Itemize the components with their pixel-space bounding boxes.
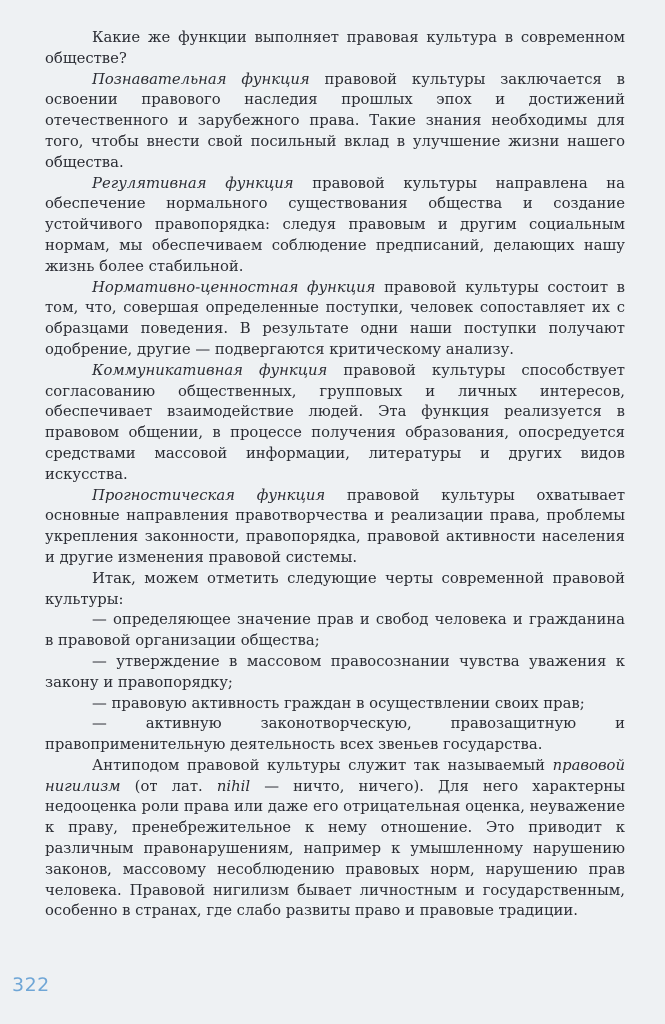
paragraph-text: правовой культуры заключается в освоении правового наследия прошлых эпох и достижений отечественного и зарубежного права. Такие знания необходимы для того, чтобы внести свой посильный вклад в улучшение жизни нашего общества. [45,70,625,171]
paragraph-text: правовой культуры состоит в том, что, совершая определенные поступки, человек сопоставляет их с образцами поведения. В результате одни наши поступки получают одобрение, другие — подвергаются критическому анализу. [45,278,625,358]
paragraph-text: (от лат. [120,777,217,795]
page-number: 322 [12,974,50,996]
term-legal-nihilism: правовой нигилизм [45,756,625,795]
term-cognitive-function: Познавательная функция [92,70,310,88]
paragraph-communicative-function [45,361,625,486]
term-communicative-function: Коммуникативная функция [92,361,328,379]
paragraph-normative-function [45,278,625,361]
paragraph-text: правовой культуры направлена на обеспечение нормального существования общества и создание устойчивого правопорядка: следуя правовым и другим социальным нормам, мы обеспечиваем соблюдение предписаний, делающих нашу жизнь более стабильной. [45,174,625,275]
paragraph-text: правовой культуры способствует согласованию общественных, групповых и личных интересов, обеспечивает взаимодействие людей. Эта функция реализуется в правовом общении, в процессе получения образования, опосредуется средствами массовой информации, литературы и других видов искусства. [45,361,625,483]
paragraph-text: — ничто, ничего). Для него характерны недооценка роли права или даже его отрицательная оценка, неуважение к праву, пренебрежительное к нему отношение. Это приводит к различным правонарушениям, например к умышленному нарушению законов, массовому несоблюдению правовых норм, нарушению прав человека. Правовой нигилизм бывает личностным и государственным, особенно в странах, где слабо развиты право и правовые традиции. [45,777,626,920]
term-regulatory-function: Регулятивная функция [92,174,294,192]
paragraph-features-intro [45,569,625,611]
paragraph-text: Какие же функции выполняет правовая культура в современном обществе? [45,29,625,67]
paragraph-text: Антиподом правовой культуры служит так называемый [92,756,553,774]
paragraph-prognostic-function [45,486,625,569]
list-item: — определяющее значение прав и свобод человека и гражданина в правовой организации общества; [45,611,625,650]
paragraph-text: Итак, можем отметить следующие черты современной правовой культуры: [45,569,625,608]
paragraph-legal-nihilism [45,756,625,922]
paragraph-text: правовой культуры охватывает основные направления правотворчества и реализации права, проблемы укрепления законности, правопорядка, правовой активности населения и другие изменения правовой системы. [45,486,625,566]
list-item: — активную законотворческую, правозащитную и правоприменительную деятельность всех звеньев государства. [45,715,625,754]
list-item: — правовую активность граждан в осуществлении своих прав; [92,694,585,712]
paragraph-question [45,28,625,70]
term-normative-function: Нормативно-ценностная функция [92,278,376,296]
latin-word: nihil [216,777,251,795]
list-item: — утверждение в массовом правосознании чувства уважения к закону и правопорядку; [45,652,625,691]
term-prognostic-function: Прогностическая функция [92,486,326,504]
paragraph-regulatory-function [45,174,625,278]
paragraph-cognitive-function [45,70,625,174]
page-text [45,28,625,922]
